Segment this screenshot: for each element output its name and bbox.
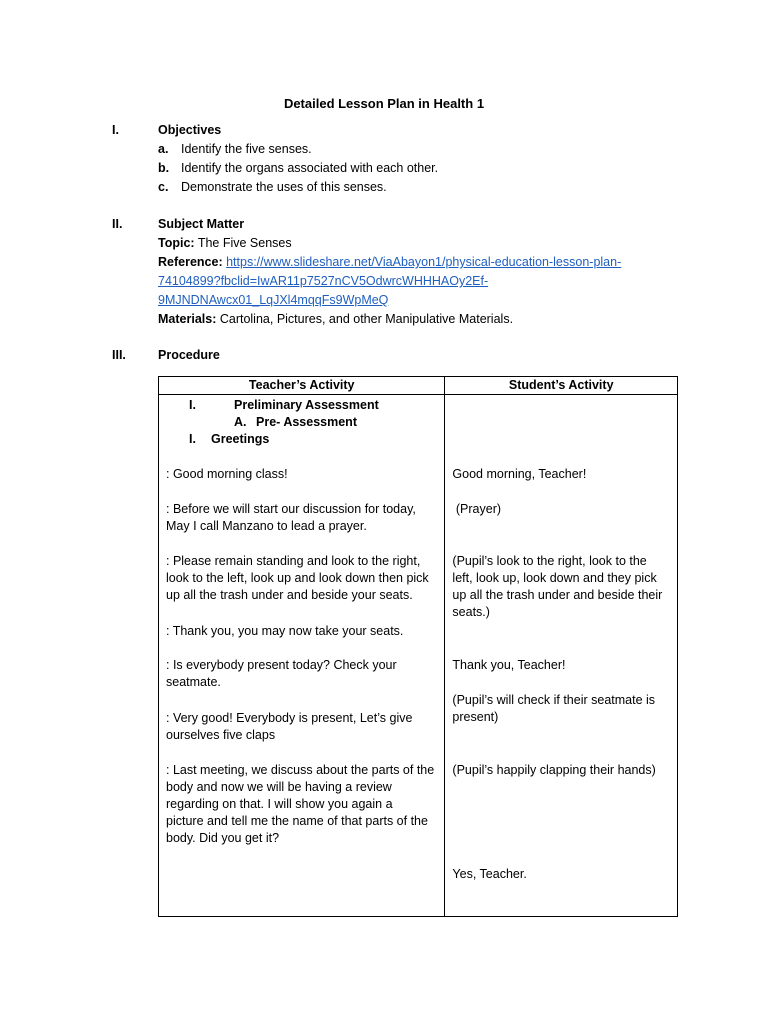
student-line: Thank you, Teacher! [452,658,566,672]
student-line: (Pupil’s look to the right, look to the [452,554,647,568]
table-row [159,395,678,917]
section-heading: Objectives [158,123,222,137]
student-line: (Prayer) [452,502,502,516]
teacher-line: body and now we will be having a review [166,780,392,794]
teacher-line: regarding on that. I will show you again a [166,797,393,811]
section-numeral: I. [112,123,119,137]
section-heading: Procedure [158,348,220,362]
student-line: (Pupil’s happily clapping their hands) [452,763,656,777]
teacher-line: : Is everybody present today? Check your [166,658,397,672]
student-line: seats.) [452,605,490,619]
greetings-heading: Greetings [211,432,270,446]
teacher-line: look to the left, look up and look down then pick [166,571,429,585]
document-title: Detailed Lesson Plan in Health 1 [283,96,485,111]
objective-item: c. Demonstrate the uses of this senses. [158,180,387,194]
teacher-line: up all the trash under and beside your seats. [166,588,413,602]
materials-line: Materials: Cartolina, Pictures, and other Manipulative Materials. [158,312,514,326]
reference-link[interactable]: https://www.slideshare.net/ViaAbayon1/physical-education-lesson-plan- [226,255,622,269]
student-activity-header: Student’s Activity [445,377,678,395]
section-numeral: II. [112,217,123,231]
table-header-row [159,377,678,395]
teacher-line: : Please remain standing and look to the right, [166,554,421,568]
section-heading: Subject Matter [158,217,245,231]
student-line: present) [452,710,499,724]
teacher-line: : Thank you, you may now take your seats. [166,624,404,638]
preliminary-heading: Preliminary Assessment [234,398,379,412]
reference-line: Reference: https://www.slideshare.net/ViaAbayon1/physical-education-lesson-plan- [158,255,622,269]
procedure-section [112,347,672,367]
student-line: Yes, Teacher. [452,867,527,881]
objective-item: b. Identify the organs associated with each other. [158,161,439,175]
pre-assessment-heading: Pre- Assessment [256,415,357,429]
procedure-table [158,376,678,917]
pre-assessment-letter: A. [234,415,247,429]
reference-link-continued[interactable]: 9MJNDNAwcx01_LqJXl4mqqFs9WpMeQ [158,293,389,307]
greetings-numeral: I. [189,432,196,446]
teacher-line: body. Did you get it? [166,831,280,845]
student-activity-cell [445,395,678,917]
preliminary-numeral: I. [189,398,196,412]
topic-line: Topic: The Five Senses [158,236,292,250]
student-line: (Pupil’s will check if their seatmate is [452,693,656,707]
teacher-line: : Very good! Everybody is present, Let’s give [166,711,413,725]
reference-link-continued[interactable]: 74104899?fbclid=IwAR11p7527nCV5OdwrcWHHHAOy2Ef- [158,274,489,288]
teacher-activity-cell [159,395,445,917]
teacher-line: May I call Manzano to lead a prayer. [166,519,367,533]
teacher-line: : Last meeting, we discuss about the parts of the [166,763,435,777]
teacher-line: : Before we will start our discussion for today, [166,502,416,516]
subject-matter-section [112,216,672,331]
teacher-line: : Good morning class! [166,467,288,481]
student-line: Good morning, Teacher! [452,467,587,481]
section-numeral: III. [112,348,126,362]
teacher-line: picture and tell me the name of that parts of the [166,814,428,828]
teacher-line: ourselves five claps [166,728,276,742]
teacher-line: seatmate. [166,675,221,689]
student-line: up all the trash under and beside their [452,588,663,602]
teacher-activity-header: Teacher’s Activity [159,377,445,395]
student-line: left, look up, look down and they pick [452,571,657,585]
objective-item: a. Identify the five senses. [158,142,312,156]
objectives-section [112,122,672,194]
